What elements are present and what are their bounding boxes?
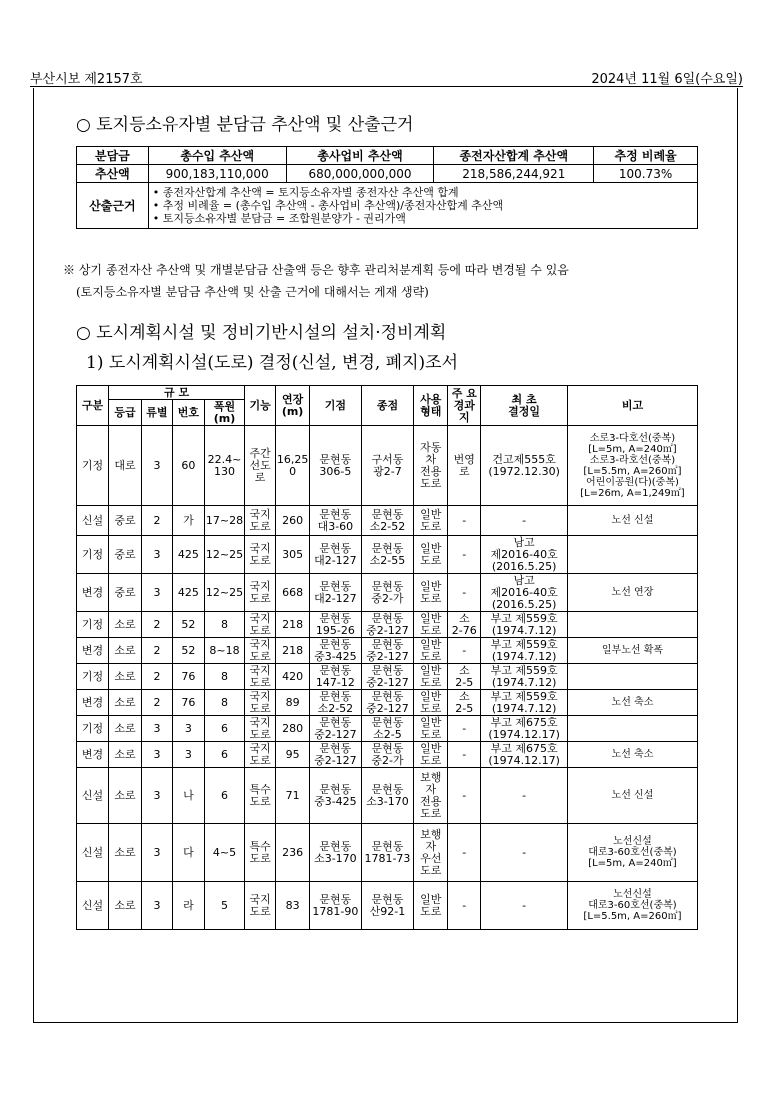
- cell-via: -: [448, 536, 481, 574]
- section1-title: ○ 토지등소유자별 분담금 추산액 및 산출근거: [76, 115, 414, 135]
- cell-grade: 소로: [108, 742, 141, 768]
- header-ratio: 추정 비례율: [594, 147, 698, 165]
- cell-gubun: 신설: [77, 506, 109, 536]
- cell-function: 국지 도로: [245, 664, 276, 690]
- cell-usage: 일반 도로: [414, 612, 448, 638]
- cell-remark: 소로3-다호선(중복) [L=5m, A=240㎡] 소로3-라호선(중복) [L=5.5m, A=260㎡] 어린이공원(다)(중복) [L=26m, A=1,249㎡]: [567, 426, 697, 506]
- cell-width: 6: [204, 768, 244, 824]
- cell-end: 문현동 중2-127: [361, 664, 414, 690]
- cell-length: 89: [276, 690, 310, 716]
- cell-type: 3: [141, 716, 172, 742]
- cell-width: 4~5: [204, 824, 244, 882]
- col-width: 폭원 (m): [204, 400, 244, 426]
- cell-length: 420: [276, 664, 310, 690]
- cell-type: 3: [141, 742, 172, 768]
- table-row: [77, 426, 698, 506]
- cell-function: 국지 도로: [245, 690, 276, 716]
- cell-number: 76: [172, 690, 204, 716]
- cell-length: 236: [276, 824, 310, 882]
- cell-gubun: 기정: [77, 612, 109, 638]
- cell-gubun: 기정: [77, 664, 109, 690]
- cell-type: 2: [141, 638, 172, 664]
- col-scale: 규 모: [108, 386, 244, 400]
- cell-decision: -: [481, 768, 568, 824]
- cell-via: 번영 로: [448, 426, 481, 506]
- col-decision: 최 초 결정일: [481, 386, 568, 426]
- cell-function: 국지 도로: [245, 536, 276, 574]
- col-length: 연장 (m): [276, 386, 310, 426]
- cell-number: 가: [172, 506, 204, 536]
- cell-via: -: [448, 824, 481, 882]
- cell-usage: 일반 도로: [414, 716, 448, 742]
- cell-start: 문현동 306-5: [310, 426, 362, 506]
- table-row: [77, 574, 698, 612]
- cell-function: 국지 도로: [245, 638, 276, 664]
- cell-usage: 일반 도로: [414, 638, 448, 664]
- header-total-income: 총수입 추산액: [148, 147, 286, 165]
- cell-via: 소 2-5: [448, 690, 481, 716]
- cell-decision: 남고 제2016-40호 (2016.5.25): [481, 536, 568, 574]
- cell-number: 나: [172, 768, 204, 824]
- cell-start: 문현동 중2-127: [310, 716, 362, 742]
- publication-date: 2024년 11월 6일(수요일): [591, 72, 743, 87]
- cell-length: 16,25 0: [276, 426, 310, 506]
- cell-start: 문현동 대2-127: [310, 536, 362, 574]
- cell-end: 문현동 산92-1: [361, 882, 414, 930]
- cell-via: -: [448, 638, 481, 664]
- cell-gubun: 변경: [77, 742, 109, 768]
- cell-width: 6: [204, 742, 244, 768]
- cell-remark: 노선 축소: [567, 690, 697, 716]
- cell-type: 2: [141, 690, 172, 716]
- cell-via: -: [448, 574, 481, 612]
- cell-remark: 노선 신설: [567, 506, 697, 536]
- cell-start: 문현동 1781-90: [310, 882, 362, 930]
- cell-decision: 부고 제559호 (1974.7.12): [481, 690, 568, 716]
- col-gubun: 구분: [77, 386, 109, 426]
- cell-grade: 중로: [108, 506, 141, 536]
- basis-label: 산출근거: [77, 183, 149, 229]
- table-row: [77, 612, 698, 638]
- cell-number: 3: [172, 716, 204, 742]
- cell-end: 문현동 소2-52: [361, 506, 414, 536]
- cell-length: 260: [276, 506, 310, 536]
- cell-number: 76: [172, 664, 204, 690]
- col-via: 주 요 경과 지: [448, 386, 481, 426]
- cell-function: 특수 도로: [245, 768, 276, 824]
- cell-via: -: [448, 768, 481, 824]
- cell-grade: 소로: [108, 612, 141, 638]
- cell-via: -: [448, 742, 481, 768]
- cell-grade: 소로: [108, 824, 141, 882]
- cell-type: 2: [141, 506, 172, 536]
- cell-decision: 부고 제559호 (1974.7.12): [481, 664, 568, 690]
- cell-usage: 일반 도로: [414, 506, 448, 536]
- cell-grade: 대로: [108, 426, 141, 506]
- cell-decision: 부고 제559호 (1974.7.12): [481, 638, 568, 664]
- road-decision-table: [76, 385, 698, 930]
- cell-grade: 소로: [108, 690, 141, 716]
- cell-width: 8: [204, 664, 244, 690]
- cell-end: 문현동 소3-170: [361, 768, 414, 824]
- col-number: 번호: [172, 400, 204, 426]
- cell-length: 305: [276, 536, 310, 574]
- cell-grade: 소로: [108, 768, 141, 824]
- note-line-1: ※ 상기 종전자산 추산액 및 개별분담금 산출액 등은 향후 관리처분계획 등에 따라 변경될 수 있음: [63, 263, 569, 277]
- road-rows: [77, 426, 698, 930]
- cell-via: 소 2-76: [448, 612, 481, 638]
- cell-start: 문현동 147-12: [310, 664, 362, 690]
- cell-usage: 자동 차 전용 도로: [414, 426, 448, 506]
- cell-number: 60: [172, 426, 204, 506]
- cell-end: 문현동 중2-가: [361, 574, 414, 612]
- cell-type: 3: [141, 824, 172, 882]
- value-total-income: 900,183,110,000: [148, 165, 286, 183]
- cell-end: 문현동 소2-5: [361, 716, 414, 742]
- cell-type: 3: [141, 574, 172, 612]
- cell-function: 특수 도로: [245, 824, 276, 882]
- cell-length: 218: [276, 612, 310, 638]
- cell-usage: 보행 자 전용 도로: [414, 768, 448, 824]
- cell-gubun: 변경: [77, 574, 109, 612]
- cell-width: 5: [204, 882, 244, 930]
- basis-line: • 추정 비례율 = (총수입 추산액 - 총사업비 추산액)/종전자산합계 추산액: [152, 199, 504, 212]
- cell-type: 3: [141, 426, 172, 506]
- cell-length: 71: [276, 768, 310, 824]
- cell-decision: 건고제555호 (1972.12.30): [481, 426, 568, 506]
- cell-gubun: 신설: [77, 824, 109, 882]
- cell-usage: 일반 도로: [414, 882, 448, 930]
- cell-number: 52: [172, 612, 204, 638]
- cell-decision: 부고 제675호 (1974.12.17): [481, 716, 568, 742]
- cell-end: 구서동 광2-7: [361, 426, 414, 506]
- cell-number: 다: [172, 824, 204, 882]
- value-ratio: 100.73%: [594, 165, 698, 183]
- cell-via: -: [448, 882, 481, 930]
- cell-length: 95: [276, 742, 310, 768]
- cell-start: 문현동 중3-425: [310, 768, 362, 824]
- cell-length: 280: [276, 716, 310, 742]
- cell-function: 국지 도로: [245, 612, 276, 638]
- cell-length: 83: [276, 882, 310, 930]
- cell-decision: -: [481, 506, 568, 536]
- cell-end: 문현동 소2-55: [361, 536, 414, 574]
- cell-end: 문현동 중2-127: [361, 612, 414, 638]
- cell-decision: 남고 제2016-40호 (2016.5.25): [481, 574, 568, 612]
- cell-via: -: [448, 506, 481, 536]
- cell-gubun: 기정: [77, 716, 109, 742]
- cell-width: 12~25: [204, 536, 244, 574]
- cell-usage: 일반 도로: [414, 690, 448, 716]
- cell-usage: 일반 도로: [414, 664, 448, 690]
- cell-width: 8: [204, 690, 244, 716]
- cell-start: 문현동 소2-52: [310, 690, 362, 716]
- cell-type: 3: [141, 768, 172, 824]
- cell-grade: 소로: [108, 716, 141, 742]
- table-row: [77, 716, 698, 742]
- section2-title: ○ 도시계획시설 및 정비기반시설의 설치·정비계획: [76, 323, 447, 343]
- value-total-cost: 680,000,000,000: [286, 165, 434, 183]
- cell-gubun: 신설: [77, 882, 109, 930]
- cell-function: 국지 도로: [245, 506, 276, 536]
- cell-start: 문현동 대3-60: [310, 506, 362, 536]
- basis-line: • 종전자산합계 추산액 = 토지등소유자별 종전자산 추산액 합계: [152, 186, 459, 199]
- cell-type: 2: [141, 664, 172, 690]
- cell-decision: 부고 제675호 (1974.12.17): [481, 742, 568, 768]
- cell-number: 52: [172, 638, 204, 664]
- cell-start: 문현동 대2-127: [310, 574, 362, 612]
- cell-decision: -: [481, 882, 568, 930]
- cell-start: 문현동 중2-127: [310, 742, 362, 768]
- cell-function: 국지 도로: [245, 742, 276, 768]
- table-row: [77, 638, 698, 664]
- col-remark: 비고: [567, 386, 697, 426]
- table-row: [77, 882, 698, 930]
- cell-grade: 중로: [108, 574, 141, 612]
- cell-start: 문현동 중3-425: [310, 638, 362, 664]
- cell-gubun: 기정: [77, 536, 109, 574]
- cell-remark: 노선신설 대로3-60호선(중복) [L=5.5m, A=260㎡]: [567, 882, 697, 930]
- cell-gubun: 변경: [77, 690, 109, 716]
- cell-remark: 일부노선 확폭: [567, 638, 697, 664]
- cell-type: 3: [141, 882, 172, 930]
- cell-function: 국지 도로: [245, 882, 276, 930]
- cell-via: -: [448, 716, 481, 742]
- cell-end: 문현동 중2-127: [361, 638, 414, 664]
- table-row: [77, 506, 698, 536]
- cell-grade: 중로: [108, 536, 141, 574]
- cell-remark: [567, 664, 697, 690]
- cell-type: 2: [141, 612, 172, 638]
- cell-remark: [567, 536, 697, 574]
- cell-grade: 소로: [108, 664, 141, 690]
- col-end: 종점: [361, 386, 414, 426]
- row-label-contribution: 분담금: [77, 147, 149, 165]
- cell-remark: [567, 716, 697, 742]
- header-total-cost: 총사업비 추산액: [286, 147, 434, 165]
- cell-remark: 노선 신설: [567, 768, 697, 824]
- table-row: [77, 824, 698, 882]
- cell-decision: -: [481, 824, 568, 882]
- note-line-2: (토지등소유자별 분담금 추산액 및 산출 근거에 대해서는 게재 생략): [76, 285, 429, 299]
- cell-remark: 노선신설 대로3-60호선(중복) [L=5m, A=240㎡]: [567, 824, 697, 882]
- cell-number: 3: [172, 742, 204, 768]
- cell-length: 218: [276, 638, 310, 664]
- row-label-estimate: 추산액: [77, 165, 149, 183]
- section2-subtitle: 1) 도시계획시설(도로) 결정(신설, 변경, 폐지)조서: [86, 353, 458, 373]
- col-start: 기점: [310, 386, 362, 426]
- cell-via: 소 2-5: [448, 664, 481, 690]
- col-type: 류별: [141, 400, 172, 426]
- cell-function: 국지 도로: [245, 574, 276, 612]
- cell-gubun: 변경: [77, 638, 109, 664]
- cell-remark: 노선 축소: [567, 742, 697, 768]
- cell-end: 문현동 중2-가: [361, 742, 414, 768]
- col-function: 기능: [245, 386, 276, 426]
- cell-number: 라: [172, 882, 204, 930]
- cell-width: 8~18: [204, 638, 244, 664]
- value-prior-assets: 218,586,244,921: [434, 165, 594, 183]
- gazette-issue: 부산시보 제2157호: [30, 72, 143, 87]
- table-row: [77, 690, 698, 716]
- cell-grade: 소로: [108, 638, 141, 664]
- cell-decision: 부고 제559호 (1974.7.12): [481, 612, 568, 638]
- cell-remark: 노선 연장: [567, 574, 697, 612]
- cell-remark: [567, 612, 697, 638]
- cell-usage: 일반 도로: [414, 742, 448, 768]
- cell-width: 12~25: [204, 574, 244, 612]
- cell-gubun: 신설: [77, 768, 109, 824]
- cell-start: 문현동 소3-170: [310, 824, 362, 882]
- cell-number: 425: [172, 536, 204, 574]
- cell-usage: 보행 자 우선 도로: [414, 824, 448, 882]
- header-divider: [30, 86, 743, 87]
- cell-width: 17~28: [204, 506, 244, 536]
- cell-width: 6: [204, 716, 244, 742]
- cell-gubun: 기정: [77, 426, 109, 506]
- table-row: [77, 536, 698, 574]
- basis-notes: [148, 183, 697, 229]
- contribution-table: [76, 146, 698, 229]
- cell-width: 8: [204, 612, 244, 638]
- cell-number: 425: [172, 574, 204, 612]
- cell-type: 3: [141, 536, 172, 574]
- basis-line: • 토지등소유자별 분담금 = 조합원분양가 - 권리가액: [152, 212, 406, 225]
- cell-function: 국지 도로: [245, 716, 276, 742]
- cell-length: 668: [276, 574, 310, 612]
- col-usage: 사용 형태: [414, 386, 448, 426]
- cell-end: 문현동 중2-127: [361, 690, 414, 716]
- table-row: [77, 768, 698, 824]
- cell-function: 주간 선도 로: [245, 426, 276, 506]
- cell-usage: 일반 도로: [414, 574, 448, 612]
- cell-end: 문현동 1781-73: [361, 824, 414, 882]
- cell-grade: 소로: [108, 882, 141, 930]
- col-grade: 등급: [108, 400, 141, 426]
- cell-width: 22.4~ 130: [204, 426, 244, 506]
- header-prior-assets: 종전자산합계 추산액: [434, 147, 594, 165]
- cell-usage: 일반 도로: [414, 536, 448, 574]
- table-row: [77, 742, 698, 768]
- cell-start: 문현동 195-26: [310, 612, 362, 638]
- table-row: [77, 664, 698, 690]
